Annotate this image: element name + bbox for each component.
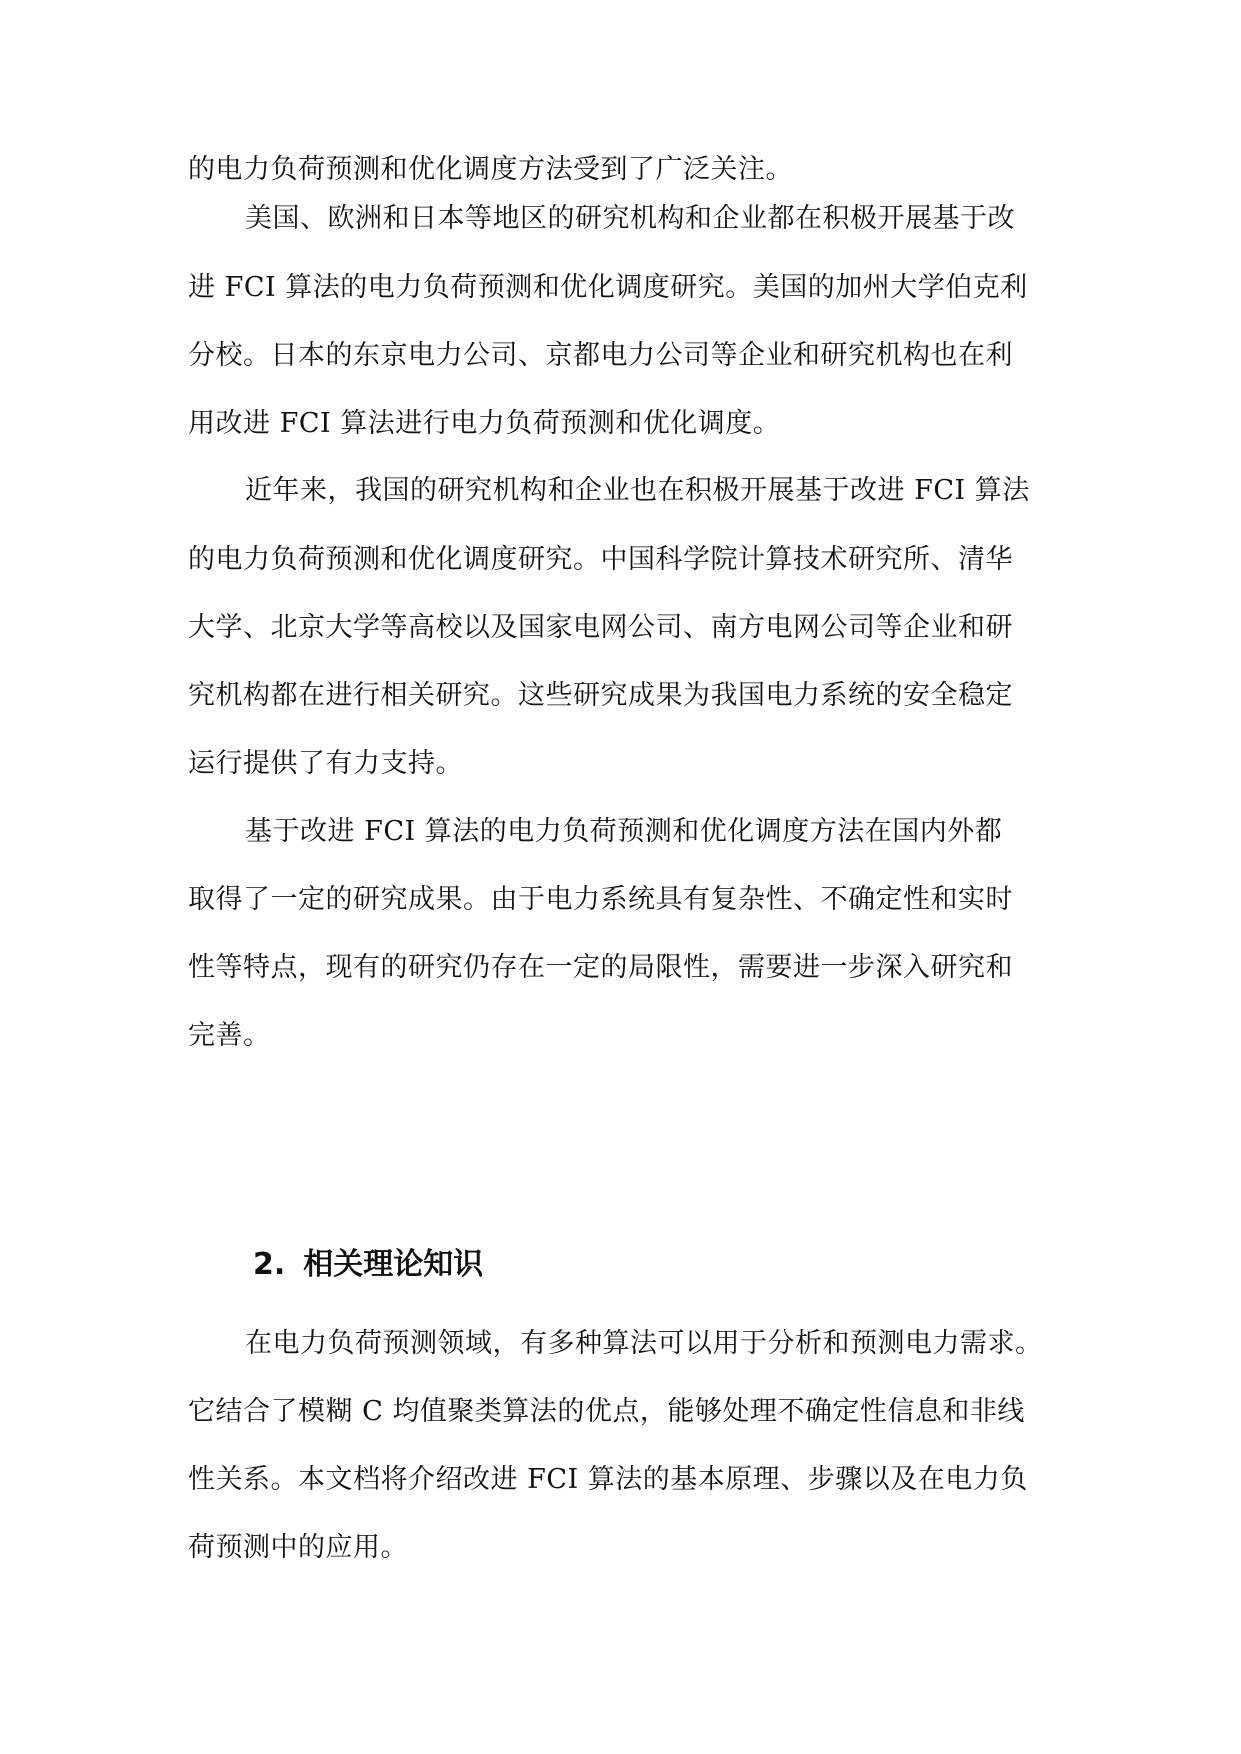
section-title: 相关理论知识 [303,1247,484,1282]
paragraph-2-line-4: 究机构都在进行相关研究。这些研究成果为我国电力系统的安全稳定 [188,680,1013,711]
paragraph-4-line-1: 在电力负荷预测领域，有多种算法可以用于分析和预测电力需求。 [245,1328,1043,1359]
paragraph-2-line-2: 的电力负荷预测和优化调度研究。中国科学院计算技术研究所、清华 [188,544,1013,575]
paragraph-3-line-4: 完善。 [188,1020,271,1051]
paragraph-4-line-2: 它结合了模糊 C 均值聚类算法的优点，能够处理不确定性信息和非线 [188,1396,1025,1427]
paragraph-2-line-1: 近年来，我国的研究机构和企业也在积极开展基于改进 FCI 算法 [245,475,1030,506]
paragraph-1-line-2: 进 FCI 算法的电力负荷预测和优化调度研究。美国的加州大学伯克利 [188,272,1028,303]
paragraph-1-line-1: 美国、欧洲和日本等地区的研究机构和企业都在积极开展基于改 [245,203,1015,234]
paragraph-1-line-3: 分校。日本的东京电力公司、京都电力公司等企业和研究机构也在利 [188,340,1013,371]
section-number: 2. [253,1247,286,1282]
paragraph-1-line-4: 用改进 FCI 算法进行电力负荷预测和优化调度。 [188,408,781,439]
paragraph-2-line-5: 运行提供了有力支持。 [188,748,463,779]
paragraph-2-line-3: 大学、北京大学等高校以及国家电网公司、南方电网公司等企业和研 [188,612,1013,643]
section-heading [253,1243,483,1287]
paragraph-3-line-2: 取得了一定的研究成果。由于电力系统具有复杂性、不确定性和实时 [188,884,1013,915]
paragraph-4-line-3: 性关系。本文档将介绍改进 FCI 算法的基本原理、步骤以及在电力负 [188,1464,1028,1495]
paragraph-3-line-3: 性等特点，现有的研究仍存在一定的局限性，需要进一步深入研究和 [188,952,1013,983]
paragraph-0-line-1: 的电力负荷预测和优化调度方法受到了广泛关注。 [188,154,793,185]
paragraph-4-line-4: 荷预测中的应用。 [188,1532,408,1563]
paragraph-3-line-1: 基于改进 FCI 算法的电力负荷预测和优化调度方法在国内外都 [245,816,1003,847]
